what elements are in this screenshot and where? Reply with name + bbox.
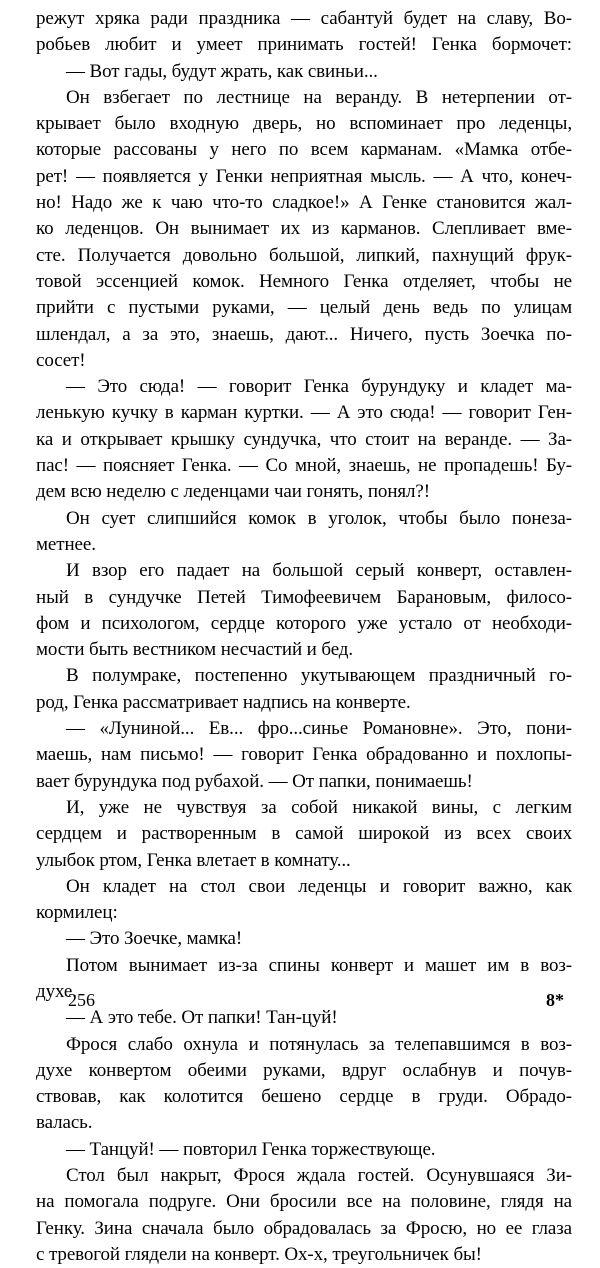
text-line: — Вот гады, будут жрать, как свиньи... <box>66 60 378 82</box>
page-footer <box>68 990 564 1014</box>
text-line: — «Луниной... Ев... фро...синье Романовне». Это, пони- <box>66 718 572 740</box>
text-line: Стол был накрыт, Фрося ждала гостей. Осунувшаяся Зи- <box>66 1165 572 1187</box>
text-line: ствовав, как колотится бешено сердце в груди. Обрадо- <box>36 1086 572 1108</box>
text-line: Генку. Зина сначала было обрадовалась за Фросю, но ее глаза <box>36 1217 572 1239</box>
text-line: валась. <box>36 1112 93 1134</box>
text-line: духе конвертом обеими руками, вдруг ослабнув и почув- <box>36 1059 572 1081</box>
page-number: 256 <box>68 990 95 1010</box>
text-line: ка и открывает крышку сундучка, что стоит на веранде. — За- <box>36 428 572 450</box>
text-line: духе. <box>36 980 77 1002</box>
text-line: вает бурундука под рубахой. — От папки, понимаешь! <box>36 770 473 792</box>
text-line: сердцем и растворенным в самой широкой из всех своих <box>36 823 572 845</box>
book-page-text <box>36 6 572 1268</box>
text-line: кормилец: <box>36 902 118 924</box>
text-line: — А это тебе. От папки! Тан-цуй! <box>66 1007 338 1029</box>
text-line: рет! — появляется у Генки неприятная мысль. — А что, конеч- <box>36 165 572 187</box>
text-line: Он сует слипшийся комок в уголок, чтобы было понеза- <box>66 507 572 529</box>
text-line: Потом вынимает из-за спины конверт и машет им в воз- <box>66 954 572 976</box>
text-line: мости быть вестником несчастий и бед. <box>36 639 353 661</box>
text-line: маешь, нам письмо! — говорит Генка обрадованно и похлопы- <box>36 744 572 766</box>
text-line: шлендал, а за это, знаешь, дают... Ничего, пусть Зоечка по- <box>36 323 572 345</box>
text-line: прийти с пустыми руками, — целый день ведь по улицам <box>36 297 572 319</box>
text-line: метнее. <box>36 533 96 555</box>
text-line: Он кладет на стол свои леденцы и говорит важно, как <box>66 875 572 897</box>
text-line: крывает было входную дверь, но вспоминает про леденцы, <box>36 113 572 135</box>
text-line: пас! — поясняет Генка. — Со мной, знаешь, не пропадешь! Бу- <box>36 455 572 477</box>
text-line: режут хряка ради праздника — сабантуй будет на славу, Во- <box>36 8 572 29</box>
text-line: робьев любит и умеет принимать гостей! Генка бормочет: <box>36 34 572 56</box>
text-line: ный в сундучке Петей Тимофеевичем Барановым, филосо- <box>36 586 572 608</box>
text-line: Он взбегает по лестнице на веранду. В нетерпении от- <box>66 86 572 108</box>
signature-mark: 8* <box>546 990 564 1010</box>
text-line: — Танцуй! — повторил Генка торжествующе. <box>66 1138 436 1160</box>
text-line: И, уже не чувствуя за собой никакой вины, с легким <box>66 796 572 818</box>
text-line: дем всю неделю с леденцами чаи гонять, понял?! <box>36 481 430 503</box>
text-line: улыбок ртом, Генка влетает в комнату... <box>36 849 351 871</box>
text-line: сте. Получается довольно большой, липкий, пахнущий фрук- <box>36 244 572 266</box>
text-line: товой эссенцией комок. Немного Генка отделяет, чтобы не <box>36 270 572 292</box>
text-line: на помогала подруге. Они бросили все на половине, глядя на <box>36 1191 572 1213</box>
text-line: — Это Зоечке, мамка! <box>66 928 243 950</box>
text-line: И взор его падает на большой серый конверт, оставлен- <box>66 560 572 582</box>
text-line: — Это сюда! — говорит Генка бурундуку и кладет ма- <box>66 376 572 398</box>
text-line: ленькую кучку в карман куртки. — А это сюда! — говорит Ген- <box>36 402 572 424</box>
text-line: фом и психологом, сердце которого уже устало от необходи- <box>36 612 572 634</box>
text-line: Фрося слабо охнула и потянулась за телепавшимся в воз- <box>66 1033 572 1055</box>
text-line: но! Надо же к чаю что-то сладкое!» А Генке становится жал- <box>36 192 572 214</box>
text-line: с тревогой глядели на конверт. Ох-х, треугольничек бы! <box>36 1243 482 1265</box>
text-line: ко леденцов. Он вынимает их из карманов. Слепливает вме- <box>36 218 572 240</box>
text-line: сосет! <box>36 349 86 371</box>
text-line: которые рассованы у него по всем карманам. «Мамка отбе- <box>36 139 572 161</box>
text-line: род, Генка рассматривает надпись на конверте. <box>36 691 411 713</box>
text-line: В полумраке, постепенно укутывающем праздничный го- <box>66 665 572 687</box>
